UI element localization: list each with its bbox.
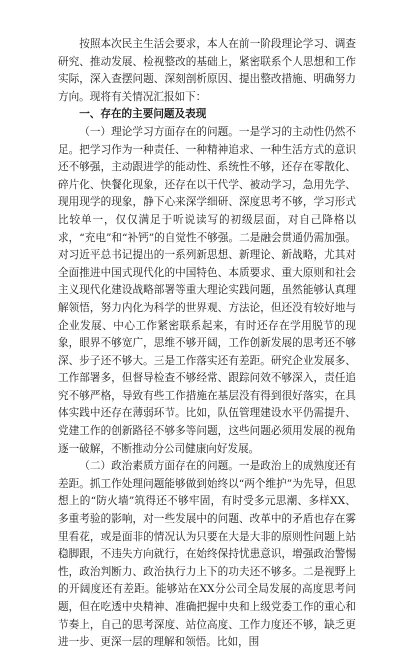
political-quality-paragraph: （二）政治素质方面存在的问题。一是政治上的成熟度还有差距。抓工作处理问题能够做到始终以“两个维护”为先导，但思想上的“防火墙”筑得还不够牢固，有时受多元思潮、多样XX、多重考验的影响，对一些发展中的问题、改革中的矛盾也存在雾里看花，或是面非的情况认为只要在大是大非的原则性问题上站稳脚跟，不违失方向就行，在始终保持忧患意识，增强政治警惕性，政治判断力、政治执行力上下的功夫还不够多。二是视野上的开阔度还有差距。能够站在XX分公司全局发展的高度思考问题，但在吃透中央精神、准确把握中央和上级党委工作的重心和节奏上，自己的思考深度、站位高度、工作力度还不够，缺乏更进一步、更深一层的理解和领悟。比如，围 — [58, 460, 356, 649]
section-heading: 一、存在的主要问题及表现 — [79, 108, 207, 121]
theory-study-paragraph: （一）理论学习方面存在的问题。一是学习的主动性仍然不足。把学习作为一种责任、一种精神追求、一种生活方式的意识还不够强，主动跟进学的能动性、系统性不够，还存在零散化、碎片化、快餐化现象，还存在以干代学、被动学习，急用先学、现用现学的现象，静下心来深学细研、深度思考不够，学习形式比较单一，仅仅满足于听说读写的初级层面，对自己降格以求，“充电”和“补钙”的自觉性不够强。二是融会贯通仍需加强。对习近平总书记提出的一系列新思想、新理论、新战略，尤其对全面推进中国式现代化的中国特色、本质要求、重大原则和社会主义现代化建设战略部署等重大理论实践问题，虽然能够认真理解领悟，努力内化为科学的世界观、方法论，但还没有较好地与企业发展、中心工作紧密联系起来，有时还存在学用脱节的现象，眼界不够宽广，思维不够开阔，工作创新发展的思考还不够深、步子还不够大。三是工作落实还有差距。研究企业发展多、工作部署多，但督导检查不够经常、跟踪问效不够深入，责任追究不够严格，导致有些工作措施在基层没有得到很好落实，在具体实践中还存在薄弱环节。比如，队伍管理建设水平仍需提升、党建工作的创新路径不够多等问题，这些问题必须用发展的视角逐一破解，不断推动分公司健康向好发展。 — [58, 125, 356, 455]
intro-paragraph: 按照本次民主生活会要求，本人在前一阶段理论学习、调查研究、推动发展、检视整改的基础上，紧密联系个人思想和工作实际，深入查摆问题、深刻剖析原因、提出整改措施、明确努力方向。现将有关情况汇报如下： — [58, 38, 356, 103]
